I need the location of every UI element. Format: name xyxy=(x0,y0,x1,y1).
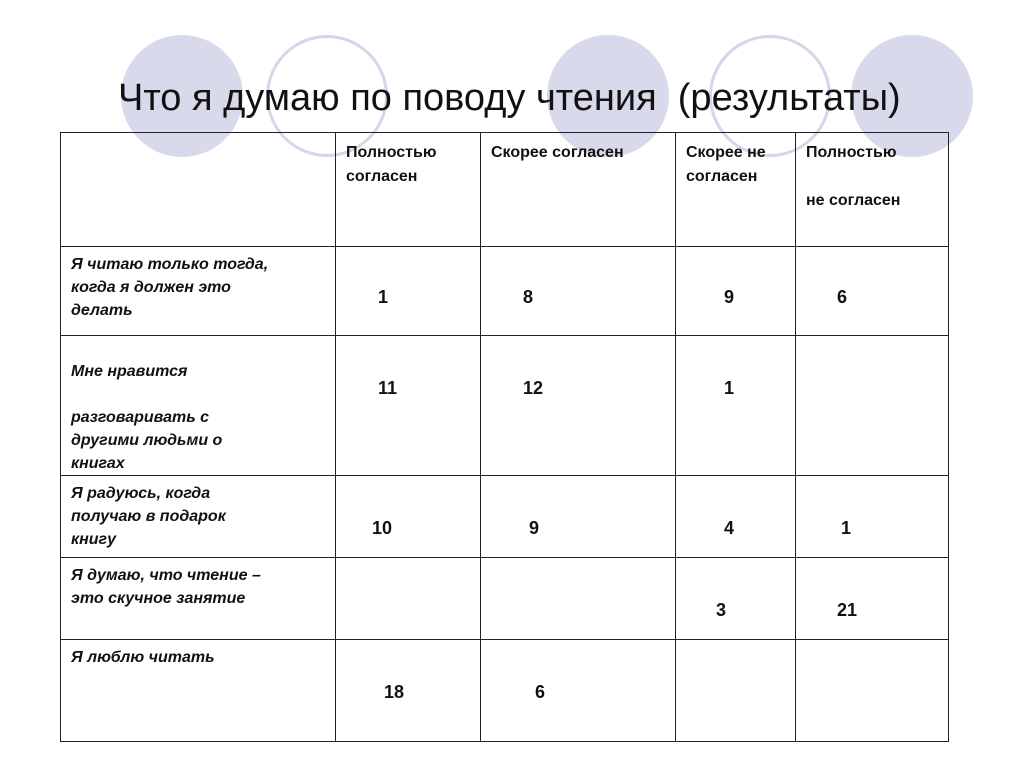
value-cell xyxy=(336,558,481,640)
value-cell xyxy=(676,558,796,640)
value-cell xyxy=(336,640,481,742)
cell-value: 1 xyxy=(378,287,389,307)
cell-value: 9 xyxy=(724,287,735,307)
cell-value: 1 xyxy=(724,378,735,398)
value-cell xyxy=(676,336,796,476)
value-cell xyxy=(481,476,676,558)
row-label-cell: Мне нравится разговаривать с другими людьми о книгах xyxy=(61,336,336,476)
value-cell xyxy=(481,640,676,742)
table-row xyxy=(61,640,949,742)
cell-value: 6 xyxy=(535,682,546,702)
header-cell: Полностью согласен xyxy=(336,133,481,247)
value-cell xyxy=(336,476,481,558)
value-cell xyxy=(796,336,949,476)
table-row xyxy=(61,558,949,640)
value-cell xyxy=(796,247,949,336)
value-cell xyxy=(336,336,481,476)
table-row xyxy=(61,476,949,558)
table-header-row xyxy=(61,133,949,247)
header-cell: Полностью не согласен xyxy=(796,133,949,247)
value-cell xyxy=(676,247,796,336)
value-cell xyxy=(481,336,676,476)
value-cell xyxy=(796,558,949,640)
cell-value: 11 xyxy=(378,378,398,398)
header-empty-cell xyxy=(61,133,336,247)
row-label-cell: Я читаю только тогда, когда я должен это делать xyxy=(61,247,336,336)
slide-title: Что я думаю по поводу чтения (результаты) xyxy=(118,77,901,119)
value-cell xyxy=(336,247,481,336)
cell-value: 21 xyxy=(837,600,858,620)
value-cell xyxy=(796,476,949,558)
cell-value: 10 xyxy=(372,518,393,538)
table-row xyxy=(61,247,949,336)
header-cell: Скорее не согласен xyxy=(676,133,796,247)
cell-value: 12 xyxy=(523,378,544,398)
cell-value: 9 xyxy=(529,518,540,538)
cell-value: 8 xyxy=(523,287,534,307)
cell-value: 4 xyxy=(724,518,735,538)
value-cell xyxy=(676,476,796,558)
value-cell xyxy=(481,247,676,336)
cell-value: 1 xyxy=(841,518,852,538)
row-label-cell: Я радуюсь, когда получаю в подарок книгу xyxy=(61,476,336,558)
value-cell xyxy=(676,640,796,742)
row-label-cell: Я люблю читать xyxy=(61,640,336,742)
value-cell xyxy=(481,558,676,640)
row-label-cell: Я думаю, что чтение – это скучное занятие xyxy=(61,558,336,640)
results-table xyxy=(60,132,949,742)
cell-value: 6 xyxy=(837,287,848,307)
cell-value: 3 xyxy=(716,600,727,620)
value-cell xyxy=(796,640,949,742)
header-cell: Скорее согласен xyxy=(481,133,676,247)
table-row xyxy=(61,336,949,476)
cell-value: 18 xyxy=(384,682,405,702)
